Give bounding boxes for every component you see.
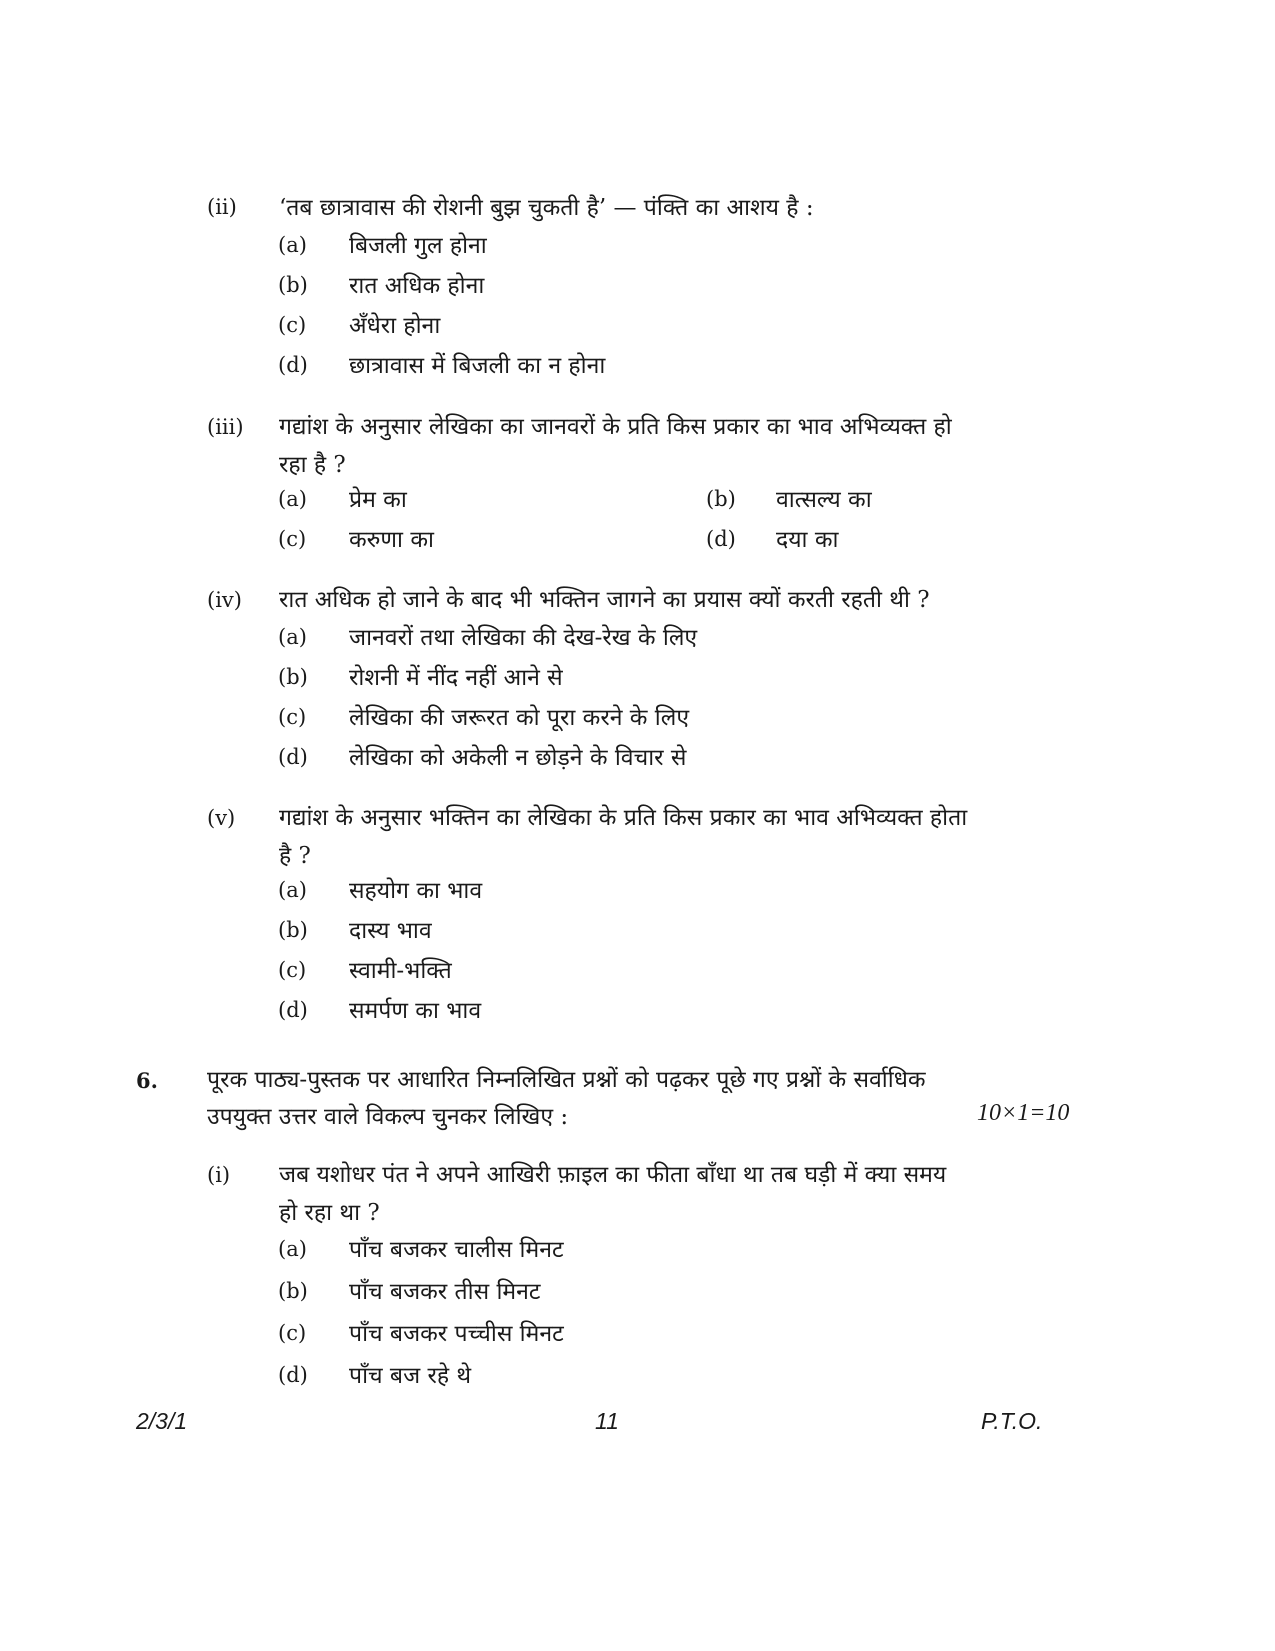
option-label: (d) xyxy=(278,745,308,769)
marks-allocation: 10×1=10 xyxy=(977,1100,1070,1126)
option-label: (a) xyxy=(278,233,307,257)
paper-code: 2/3/1 xyxy=(136,1408,188,1434)
option-text: लेखिका की जरूरत को पूरा करने के लिए xyxy=(349,705,690,731)
option-text: पाँच बजकर पच्चीस मिनट xyxy=(349,1321,564,1347)
question-text: ‘तब छात्रावास की रोशनी बुझ चुकती है’ — पंक्ति का आशय है : xyxy=(279,195,814,221)
option-label: (b) xyxy=(278,665,308,689)
option-label: (a) xyxy=(278,625,307,649)
option-label: (c) xyxy=(278,527,307,551)
option-label: (c) xyxy=(278,1321,307,1345)
section-instruction-line1: पूरक पाठ्य-पुस्तक पर आधारित निम्नलिखित प्रश्नों को पढ़कर पूछे गए प्रश्नों के सर्वाधिक xyxy=(207,1067,926,1093)
question-text-line1: जब यशोधर पंत ने अपने आखिरी फ़ाइल का फीता बाँधा था तब घड़ी में क्या समय xyxy=(279,1162,947,1188)
question-text-line2: रहा है ? xyxy=(279,452,346,478)
option-label: (b) xyxy=(278,1279,308,1303)
option-text: दास्य भाव xyxy=(349,918,432,944)
option-text: सहयोग का भाव xyxy=(349,878,483,904)
option-label: (a) xyxy=(278,487,307,511)
section-instruction-line2: उपयुक्त उत्तर वाले विकल्प चुनकर लिखिए : xyxy=(207,1104,569,1130)
question-number: (v) xyxy=(207,806,236,830)
option-text: रोशनी में नींद नहीं आने से xyxy=(349,665,563,691)
option-text: अँधेरा होना xyxy=(349,313,441,339)
option-label: (d) xyxy=(706,527,736,551)
option-text: जानवरों तथा लेखिका की देख-रेख के लिए xyxy=(349,625,698,651)
option-text: दया का xyxy=(776,527,839,553)
question-text-line1: गद्यांश के अनुसार भक्तिन का लेखिका के प्रति किस प्रकार का भाव अभिव्यक्त होता xyxy=(279,805,968,831)
question-number: (i) xyxy=(207,1163,231,1187)
option-label: (c) xyxy=(278,958,307,982)
option-label: (c) xyxy=(278,313,307,337)
option-text: लेखिका को अकेली न छोड़ने के विचार से xyxy=(349,745,687,771)
option-text: बिजली गुल होना xyxy=(349,233,487,259)
option-label: (d) xyxy=(278,998,308,1022)
question-text-line1: गद्यांश के अनुसार लेखिका का जानवरों के प्रति किस प्रकार का भाव अभिव्यक्त हो xyxy=(279,414,952,440)
option-label: (a) xyxy=(278,1237,307,1261)
option-text: पाँच बजकर तीस मिनट xyxy=(349,1279,541,1305)
option-text: स्वामी-भक्ति xyxy=(349,958,452,984)
question-number: (iv) xyxy=(207,588,242,612)
option-text: रात अधिक होना xyxy=(349,273,485,299)
option-text: छात्रावास में बिजली का न होना xyxy=(349,353,606,379)
option-label: (b) xyxy=(278,918,308,942)
option-text: पाँच बज रहे थे xyxy=(349,1363,472,1389)
question-text: रात अधिक हो जाने के बाद भी भक्तिन जागने का प्रयास क्यों करती रहती थी ? xyxy=(279,587,930,613)
section-number: 6. xyxy=(136,1068,158,1093)
option-text: समर्पण का भाव xyxy=(349,998,482,1024)
option-label: (d) xyxy=(278,1363,308,1387)
option-label: (b) xyxy=(278,273,308,297)
question-number: (ii) xyxy=(207,195,237,219)
page-number: 11 xyxy=(595,1408,619,1434)
option-text: वात्सल्य का xyxy=(776,487,872,513)
option-label: (a) xyxy=(278,878,307,902)
option-text: पाँच बजकर चालीस मिनट xyxy=(349,1237,564,1263)
pto-label: P.T.O. xyxy=(981,1408,1043,1434)
option-text: प्रेम का xyxy=(349,487,407,513)
question-text-line2: है ? xyxy=(279,843,311,869)
option-label: (b) xyxy=(706,487,736,511)
question-number: (iii) xyxy=(207,415,244,439)
option-label: (d) xyxy=(278,353,308,377)
question-text-line2: हो रहा था ? xyxy=(279,1200,380,1226)
option-text: करुणा का xyxy=(349,527,434,553)
option-label: (c) xyxy=(278,705,307,729)
